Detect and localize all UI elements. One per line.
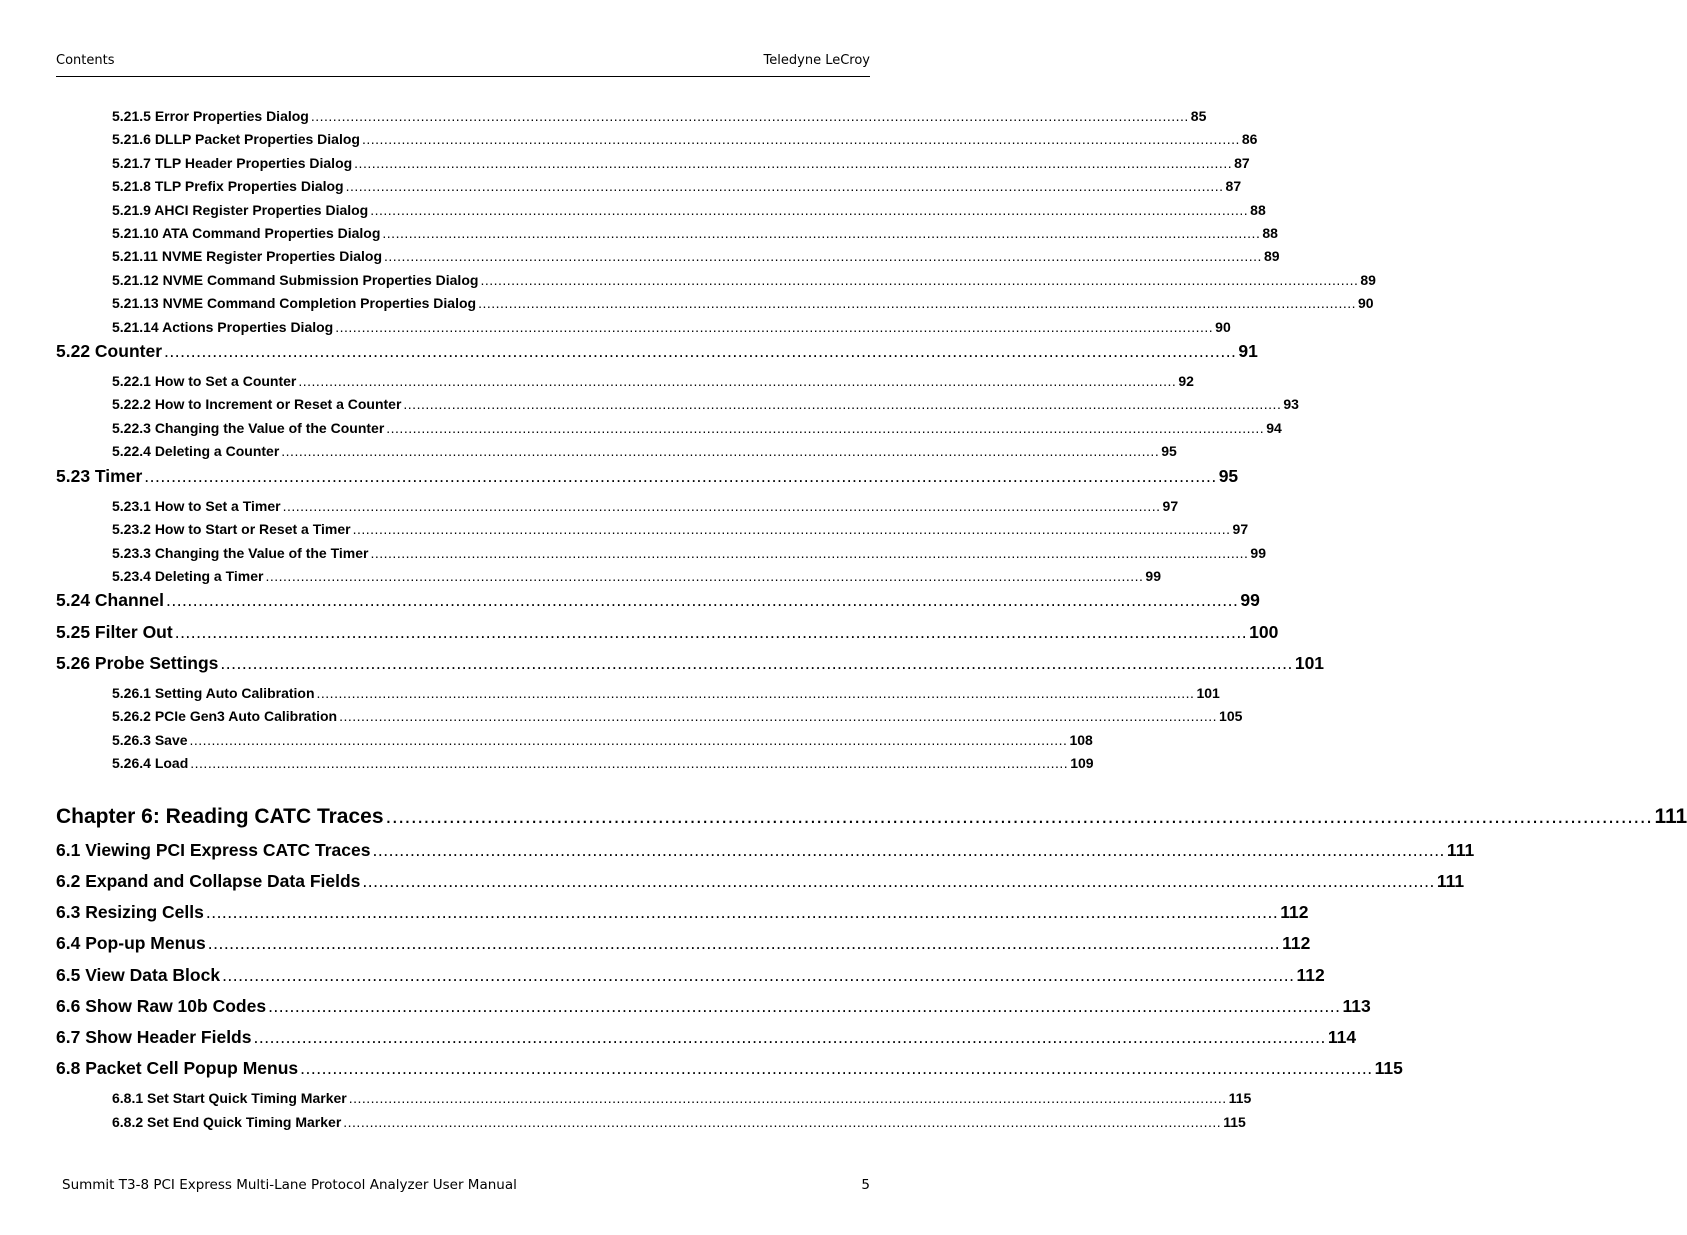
toc-entry[interactable]: 5.24 Channel ........................................................................................................................................................................................................ 99 xyxy=(56,590,1260,610)
toc-leader: ........................................................................................................................................................................................................ xyxy=(207,933,1281,953)
toc-leader: ........................................................................................................................................................................................................ xyxy=(362,871,1435,891)
toc-leader: ........................................................................................................................................................................................................ xyxy=(339,708,1218,724)
toc-entry[interactable]: 5.26 Probe Settings ........................................................................................................................................................................................................ 101 xyxy=(56,653,1325,673)
toc-entry[interactable]: 5.22.4 Deleting a Counter ........................................................................................................................................................................................................ 95 xyxy=(112,443,1177,459)
toc-leader: ........................................................................................................................................................................................................ xyxy=(335,319,1214,335)
toc-entry[interactable]: 6.2 Expand and Collapse Data Fields ........................................................................................................................................................................................................ 111 xyxy=(56,871,1465,891)
toc-leader: ........................................................................................................................................................................................................ xyxy=(265,568,1144,584)
toc-leader: ........................................................................................................................................................................................................ xyxy=(361,131,1240,147)
toc-entry[interactable]: 5.22.3 Changing the Value of the Counter ........................................................................................................................................................................................................ 94 xyxy=(112,420,1282,436)
toc-entry[interactable]: 6.3 Resizing Cells ........................................................................................................................................................................................................ 112 xyxy=(56,902,1309,922)
toc-leader: ........................................................................................................................................................................................................ xyxy=(164,341,1237,361)
toc-leader: ........................................................................................................................................................................................................ xyxy=(343,1114,1222,1130)
toc-leader: ........................................................................................................................................................................................................ xyxy=(222,965,1295,985)
toc-leader: ........................................................................................................................................................................................................ xyxy=(268,996,1341,1016)
toc-entry[interactable]: 5.26.1 Setting Auto Calibration ........................................................................................................................................................................................................ 101 xyxy=(112,685,1220,701)
toc-leader: ........................................................................................................................................................................................................ xyxy=(281,443,1160,459)
toc-entry[interactable]: 5.22.2 How to Increment or Reset a Counter ........................................................................................................................................................................................................ 93 xyxy=(112,396,1299,412)
toc-leader: ........................................................................................................................................................................................................ xyxy=(310,108,1189,124)
toc-entry[interactable]: 5.23.1 How to Set a Timer ........................................................................................................................................................................................................ 97 xyxy=(112,498,1179,514)
toc-entry[interactable]: 6.8.1 Set Start Quick Timing Marker ........................................................................................................................................................................................................ 115 xyxy=(112,1090,1252,1106)
toc-leader: ........................................................................................................................................................................................................ xyxy=(220,653,1293,673)
toc-entry[interactable]: 5.21.8 TLP Prefix Properties Dialog ........................................................................................................................................................................................................ 87 xyxy=(112,178,1242,194)
toc-entry[interactable]: 6.7 Show Header Fields ........................................................................................................................................................................................................ 114 xyxy=(56,1027,1357,1047)
toc-leader: ........................................................................................................................................................................................................ xyxy=(300,1058,1373,1078)
toc-leader: ........................................................................................................................................................................................................ xyxy=(382,225,1261,241)
toc-leader: ........................................................................................................................................................................................................ xyxy=(370,202,1249,218)
toc-entry[interactable]: 5.21.11 NVME Register Properties Dialog ........................................................................................................................................................................................................ 89 xyxy=(112,248,1280,264)
toc-leader: ........................................................................................................................................................................................................ xyxy=(386,420,1265,436)
toc-leader: ........................................................................................................................................................................................................ xyxy=(372,840,1445,860)
toc-entry[interactable]: 5.26.4 Load ........................................................................................................................................................................................................ 109 xyxy=(112,755,1094,771)
toc-entry[interactable]: 5.23.3 Changing the Value of the Timer ........................................................................................................................................................................................................ 99 xyxy=(112,545,1266,561)
toc-leader: ........................................................................................................................................................................................................ xyxy=(370,545,1249,561)
toc-leader: ........................................................................................................................................................................................................ xyxy=(385,805,1653,828)
toc-leader: ........................................................................................................................................................................................................ xyxy=(352,521,1231,537)
toc-entry[interactable]: 5.26.2 PCIe Gen3 Auto Calibration ........................................................................................................................................................................................................ 105 xyxy=(112,708,1243,724)
page-header xyxy=(56,52,870,77)
toc-entry[interactable]: 5.23 Timer ........................................................................................................................................................................................................ 95 xyxy=(56,466,1239,486)
toc-entry[interactable]: 5.21.14 Actions Properties Dialog ........................................................................................................................................................................................................ 90 xyxy=(112,319,1231,335)
toc-leader: ........................................................................................................................................................................................................ xyxy=(253,1027,1326,1047)
header-section-label: Contents xyxy=(56,53,115,68)
toc-leader: ........................................................................................................................................................................................................ xyxy=(174,622,1248,642)
toc-leader: ........................................................................................................................................................................................................ xyxy=(165,590,1239,610)
toc-entry[interactable]: 5.22 Counter ........................................................................................................................................................................................................ 91 xyxy=(56,341,1258,361)
toc-entry[interactable]: 5.21.5 Error Properties Dialog ........................................................................................................................................................................................................ 85 xyxy=(112,108,1207,124)
toc-entry[interactable]: 5.23.4 Deleting a Timer ........................................................................................................................................................................................................ 99 xyxy=(112,568,1161,584)
toc-leader: ........................................................................................................................................................................................................ xyxy=(348,1090,1227,1106)
toc-entry[interactable]: 6.1 Viewing PCI Express CATC Traces ........................................................................................................................................................................................................ 111 xyxy=(56,840,1475,860)
toc-entry[interactable]: 5.25 Filter Out ........................................................................................................................................................................................................ 100 xyxy=(56,622,1279,642)
toc-entry[interactable]: 6.8.2 Set End Quick Timing Marker ........................................................................................................................................................................................................ 115 xyxy=(112,1114,1246,1130)
toc-entry[interactable]: 6.4 Pop-up Menus ........................................................................................................................................................................................................ 112 xyxy=(56,933,1311,953)
page-number: 5 xyxy=(861,1177,870,1193)
toc-leader: ........................................................................................................................................................................................................ xyxy=(298,373,1177,389)
toc-leader: ........................................................................................................................................................................................................ xyxy=(316,685,1195,701)
toc-entry[interactable]: 5.21.12 NVME Command Submission Properties Dialog ........................................................................................................................................................................................................ 89 xyxy=(112,272,1376,288)
toc-entry[interactable]: 5.21.6 DLLP Packet Properties Dialog ........................................................................................................................................................................................................ 86 xyxy=(112,131,1258,147)
toc-leader: ........................................................................................................................................................................................................ xyxy=(345,178,1224,194)
toc-entry[interactable]: 6.6 Show Raw 10b Codes ........................................................................................................................................................................................................ 113 xyxy=(56,996,1371,1016)
toc-entry[interactable]: 6.8 Packet Cell Popup Menus ........................................................................................................................................................................................................ 115 xyxy=(56,1058,1403,1078)
header-company-name: Teledyne LeCroy xyxy=(763,53,870,68)
toc-entry[interactable]: 5.21.13 NVME Command Completion Properties Dialog ........................................................................................................................................................................................................ 90 xyxy=(112,295,1374,311)
toc-leader: ........................................................................................................................................................................................................ xyxy=(189,732,1068,748)
toc-leader: ........................................................................................................................................................................................................ xyxy=(403,396,1282,412)
toc-entry[interactable]: 5.21.7 TLP Header Properties Dialog ........................................................................................................................................................................................................ 87 xyxy=(112,155,1250,171)
toc-leader: ........................................................................................................................................................................................................ xyxy=(144,466,1217,486)
toc-leader: ........................................................................................................................................................................................................ xyxy=(354,155,1233,171)
toc-leader: ........................................................................................................................................................................................................ xyxy=(282,498,1161,514)
toc-entry[interactable]: 5.22.1 How to Set a Counter ........................................................................................................................................................................................................ 92 xyxy=(112,373,1194,389)
toc-entry[interactable]: 5.21.10 ATA Command Properties Dialog ........................................................................................................................................................................................................ 88 xyxy=(112,225,1278,241)
toc-entry[interactable]: 5.23.2 How to Start or Reset a Timer ........................................................................................................................................................................................................ 97 xyxy=(112,521,1249,537)
toc-entry[interactable]: 5.21.9 AHCI Register Properties Dialog ........................................................................................................................................................................................................ 88 xyxy=(112,202,1266,218)
footer-manual-title: Summit T3-8 PCI Express Multi-Lane Protocol Analyzer User Manual xyxy=(62,1177,517,1193)
toc-leader: ........................................................................................................................................................................................................ xyxy=(480,272,1359,288)
toc-leader: ........................................................................................................................................................................................................ xyxy=(205,902,1279,922)
toc-leader: ........................................................................................................................................................................................................ xyxy=(478,295,1357,311)
toc-entry[interactable]: 6.5 View Data Block ........................................................................................................................................................................................................ 112 xyxy=(56,965,1325,985)
toc-entry[interactable]: 5.26.3 Save ........................................................................................................................................................................................................ 108 xyxy=(112,732,1093,748)
toc-entry-chapter[interactable]: Chapter 6: Reading CATC Traces ........................................................................................................................................................................................................ 111 xyxy=(56,805,1687,828)
toc-leader: ........................................................................................................................................................................................................ xyxy=(190,755,1069,771)
toc-leader: ........................................................................................................................................................................................................ xyxy=(384,248,1262,264)
